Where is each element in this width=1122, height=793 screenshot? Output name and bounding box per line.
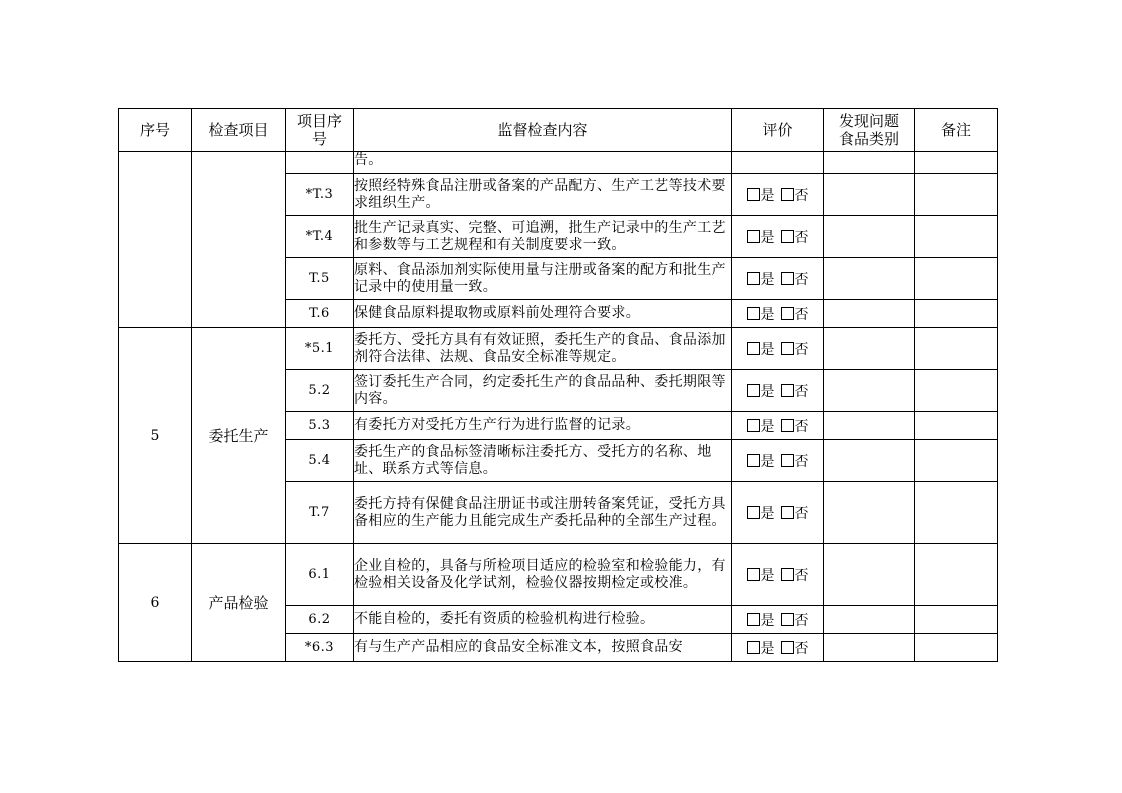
section-seq: 6 [119,544,192,662]
no-label: 否 [794,612,809,629]
yes-checkbox[interactable] [747,272,760,285]
remarks-cell[interactable] [915,174,998,216]
item-content: 委托方、受托方具有有效证照，委托生产的食品、食品添加剂符合法律、法规、食品安全标准等规定。 [354,328,732,370]
no-checkbox[interactable] [781,230,794,243]
no-label: 否 [794,341,809,358]
yes-label: 是 [760,418,775,435]
no-option[interactable] [781,304,809,324]
yes-option[interactable] [747,610,775,630]
no-option[interactable] [781,269,809,289]
yes-checkbox[interactable] [747,342,760,355]
item-content: 原料、食品添加剂实际使用量与注册或备案的配方和批生产记录中的使用量一致。 [354,258,732,300]
issue-cell[interactable] [824,258,915,300]
issue-cell[interactable] [824,216,915,258]
item-content: 不能自检的，委托有资质的检验机构进行检验。 [354,606,732,634]
issue-cell[interactable] [824,544,915,606]
no-checkbox[interactable] [781,384,794,397]
item-content: 有委托方对受托方生产行为进行监督的记录。 [354,412,732,440]
table-row [119,328,998,370]
no-checkbox[interactable] [781,454,794,467]
header-issue-category: 发现问题食品类别 [824,109,915,152]
yes-option[interactable] [747,416,775,436]
remarks-cell[interactable] [915,152,998,174]
section-name-cell [192,152,286,328]
eval-cell [732,544,824,606]
table-row [119,152,998,174]
no-label: 否 [794,306,809,323]
eval-cell [732,606,824,634]
no-option[interactable] [781,565,809,585]
no-label: 否 [794,453,809,470]
yes-label: 是 [760,229,775,246]
no-option[interactable] [781,339,809,359]
no-option[interactable] [781,381,809,401]
issue-cell[interactable] [824,300,915,328]
yes-checkbox[interactable] [747,568,760,581]
yes-option[interactable] [747,304,775,324]
yes-label: 是 [760,612,775,629]
issue-cell[interactable] [824,606,915,634]
item-code: 6.2 [286,606,354,634]
item-code: T.5 [286,258,354,300]
item-code: *6.3 [286,634,354,662]
issue-cell[interactable] [824,152,915,174]
eval-cell [732,440,824,482]
item-code: 5.4 [286,440,354,482]
yes-label: 是 [760,505,775,522]
remarks-cell[interactable] [915,370,998,412]
yes-checkbox[interactable] [747,384,760,397]
eval-cell [732,412,824,440]
no-checkbox[interactable] [781,506,794,519]
no-checkbox[interactable] [781,307,794,320]
section-seq: 5 [119,328,192,544]
yes-option[interactable] [747,227,775,247]
item-content: 批生产记录真实、完整、可追溯，批生产记录中的生产工艺和参数等与工艺规程和有关制度要求一致。 [354,216,732,258]
header-item: 检查项目 [192,109,286,152]
section-name: 委托生产 [192,328,286,544]
no-checkbox[interactable] [781,568,794,581]
eval-cell [732,634,824,662]
eval-cell [732,152,824,174]
eval-cell [732,482,824,544]
yes-label: 是 [760,640,775,657]
no-label: 否 [794,271,809,288]
no-label: 否 [794,418,809,435]
issue-cell[interactable] [824,370,915,412]
no-label: 否 [794,187,809,204]
item-content: 签订委托生产合同，约定委托生产的食品品种、委托期限等内容。 [354,370,732,412]
no-label: 否 [794,567,809,584]
yes-option[interactable] [747,269,775,289]
item-code: T.7 [286,482,354,544]
yes-label: 是 [760,453,775,470]
issue-cell[interactable] [824,174,915,216]
header-remarks: 备注 [915,109,998,152]
no-label: 否 [794,229,809,246]
section-name: 产品检验 [192,544,286,662]
yes-option[interactable] [747,185,775,205]
header-eval: 评价 [732,109,824,152]
remarks-cell[interactable] [915,440,998,482]
remarks-cell[interactable] [915,300,998,328]
remarks-cell[interactable] [915,216,998,258]
item-code: 5.3 [286,412,354,440]
no-checkbox[interactable] [781,342,794,355]
no-option[interactable] [781,227,809,247]
item-code: *T.3 [286,174,354,216]
yes-checkbox[interactable] [747,188,760,201]
remarks-cell[interactable] [915,544,998,606]
item-code: T.6 [286,300,354,328]
remarks-cell[interactable] [915,634,998,662]
section-seq-cell [119,152,192,328]
yes-label: 是 [760,383,775,400]
eval-cell [732,300,824,328]
yes-option[interactable] [747,503,775,523]
item-content: 委托方持有保健食品注册证书或注册转备案凭证，受托方具备相应的生产能力且能完成生产委托品种的全部生产过程。 [354,482,732,544]
yes-option[interactable] [747,451,775,471]
item-content: 有与生产产品相应的食品安全标准文本，按照食品安 [354,634,732,662]
header-item-seq: 项目序号 [286,109,354,152]
item-code: *5.1 [286,328,354,370]
remarks-cell[interactable] [915,412,998,440]
no-checkbox[interactable] [781,272,794,285]
remarks-cell[interactable] [915,482,998,544]
no-option[interactable] [781,638,809,658]
inspection-table [118,108,998,662]
issue-cell[interactable] [824,482,915,544]
yes-option[interactable] [747,339,775,359]
no-checkbox[interactable] [781,419,794,432]
issue-cell[interactable] [824,412,915,440]
yes-label: 是 [760,306,775,323]
yes-label: 是 [760,341,775,358]
item-content: 委托生产的食品标签清晰标注委托方、受托方的名称、地址、联系方式等信息。 [354,440,732,482]
yes-checkbox[interactable] [747,454,760,467]
item-content: 告。 [354,152,732,174]
no-option[interactable] [781,610,809,630]
header-seq: 序号 [119,109,192,152]
remarks-cell[interactable] [915,328,998,370]
no-option[interactable] [781,451,809,471]
eval-cell [732,328,824,370]
remarks-cell[interactable] [915,606,998,634]
remarks-cell[interactable] [915,258,998,300]
header-row [119,109,998,152]
no-option[interactable] [781,416,809,436]
header-content: 监督检查内容 [354,109,732,152]
item-content: 按照经特殊食品注册或备案的产品配方、生产工艺等技术要求组织生产。 [354,174,732,216]
yes-checkbox[interactable] [747,230,760,243]
no-checkbox[interactable] [781,641,794,654]
yes-checkbox[interactable] [747,641,760,654]
eval-cell [732,258,824,300]
yes-option[interactable] [747,381,775,401]
yes-checkbox[interactable] [747,506,760,519]
yes-label: 是 [760,187,775,204]
no-checkbox[interactable] [781,188,794,201]
item-code [286,152,354,174]
eval-cell [732,174,824,216]
no-label: 否 [794,383,809,400]
yes-checkbox[interactable] [747,613,760,626]
eval-cell [732,216,824,258]
item-code: 5.2 [286,370,354,412]
issue-cell[interactable] [824,328,915,370]
no-label: 否 [794,505,809,522]
no-label: 否 [794,640,809,657]
yes-option[interactable] [747,638,775,658]
issue-cell[interactable] [824,440,915,482]
yes-checkbox[interactable] [747,419,760,432]
item-code: *T.4 [286,216,354,258]
no-option[interactable] [781,185,809,205]
item-code: 6.1 [286,544,354,606]
no-checkbox[interactable] [781,613,794,626]
table-row [119,544,998,606]
issue-cell[interactable] [824,634,915,662]
yes-label: 是 [760,567,775,584]
item-content: 企业自检的，具备与所检项目适应的检验室和检验能力，有检验相关设备及化学试剂，检验仪器按期检定或校准。 [354,544,732,606]
eval-cell [732,370,824,412]
yes-label: 是 [760,271,775,288]
no-option[interactable] [781,503,809,523]
yes-option[interactable] [747,565,775,585]
yes-checkbox[interactable] [747,307,760,320]
item-content: 保健食品原料提取物或原料前处理符合要求。 [354,300,732,328]
